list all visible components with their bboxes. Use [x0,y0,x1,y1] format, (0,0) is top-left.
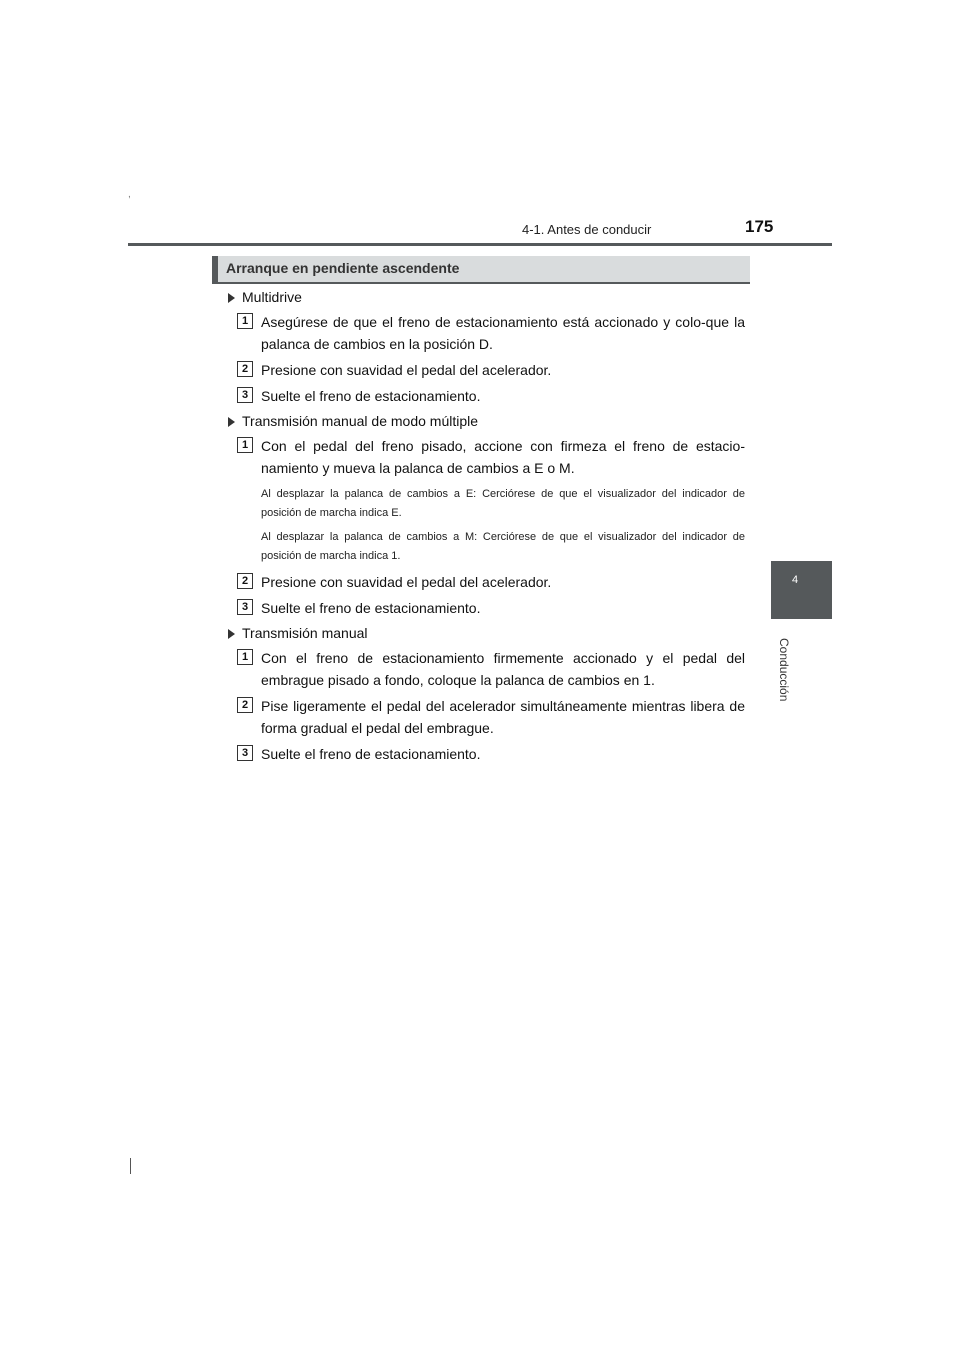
step-number-badge: 2 [237,697,253,713]
note-text: Al desplazar la palanca de cambios a E: Cerciórese de que el visualizador del indicador de posición de marcha indica E. [261,488,745,519]
step-text: Suelte el freno de estacionamiento. [261,600,481,616]
margin-bar [130,1158,131,1174]
step-text: Con el freno de estacionamiento firmemente accionado y el pedal del embrague pisado a fondo, coloque la palanca de cambios en 1. [261,650,745,688]
chapter-number: 4 [791,574,799,586]
triangle-bullet-icon [228,629,235,639]
step-text: Presione con suavidad el pedal del acelerador. [261,362,552,378]
step-number-badge: 1 [237,649,253,665]
step-number-badge: 2 [237,573,253,589]
step-text: Presione con suavidad el pedal del acelerador. [261,574,552,590]
subsection-manual [228,625,368,641]
section-heading [212,256,750,284]
step-number-badge: 3 [237,599,253,615]
subsection-title: Transmisión manual de modo múltiple [242,413,479,429]
step-number-badge: 2 [237,361,253,377]
chapter-label: Conducción [777,638,791,702]
subsection-title: Transmisión manual [242,625,368,641]
running-header-section: 4-1. Antes de conducir [522,222,652,237]
section-title: Arranque en pendiente ascendente [226,260,460,276]
step-number-badge: 3 [237,387,253,403]
section-heading-bar [212,256,218,282]
subsection-multimode-manual [228,413,478,429]
step-text: Con el pedal del freno pisado, accione con firmeza el freno de estacio-namiento y mueva la palanca de cambios a E o M. [261,438,745,476]
chapter-tab [771,561,832,619]
header-rule [128,243,832,246]
margin-tick: , [128,189,131,200]
step-number-badge: 1 [237,313,253,329]
step-text: Suelte el freno de estacionamiento. [261,746,481,762]
step-number-badge: 3 [237,745,253,761]
triangle-bullet-icon [228,293,235,303]
subsection-title: Multidrive [242,289,302,305]
page-number: 175 [745,217,774,236]
triangle-bullet-icon [228,417,235,427]
step-text: Pise ligeramente el pedal del acelerador simultáneamente mientras libera de forma gradual el pedal del embrague. [261,698,745,736]
step-text: Suelte el freno de estacionamiento. [261,388,481,404]
step-text: Asegúrese de que el freno de estacionamiento está accionado y colo-que la palanca de cambios en la posición D. [261,314,745,352]
note-text: Al desplazar la palanca de cambios a M: Cerciórese de que el visualizador del indicador de posición de marcha indica 1. [261,531,745,562]
step-number-badge: 1 [237,437,253,453]
subsection-multidrive [228,289,302,305]
